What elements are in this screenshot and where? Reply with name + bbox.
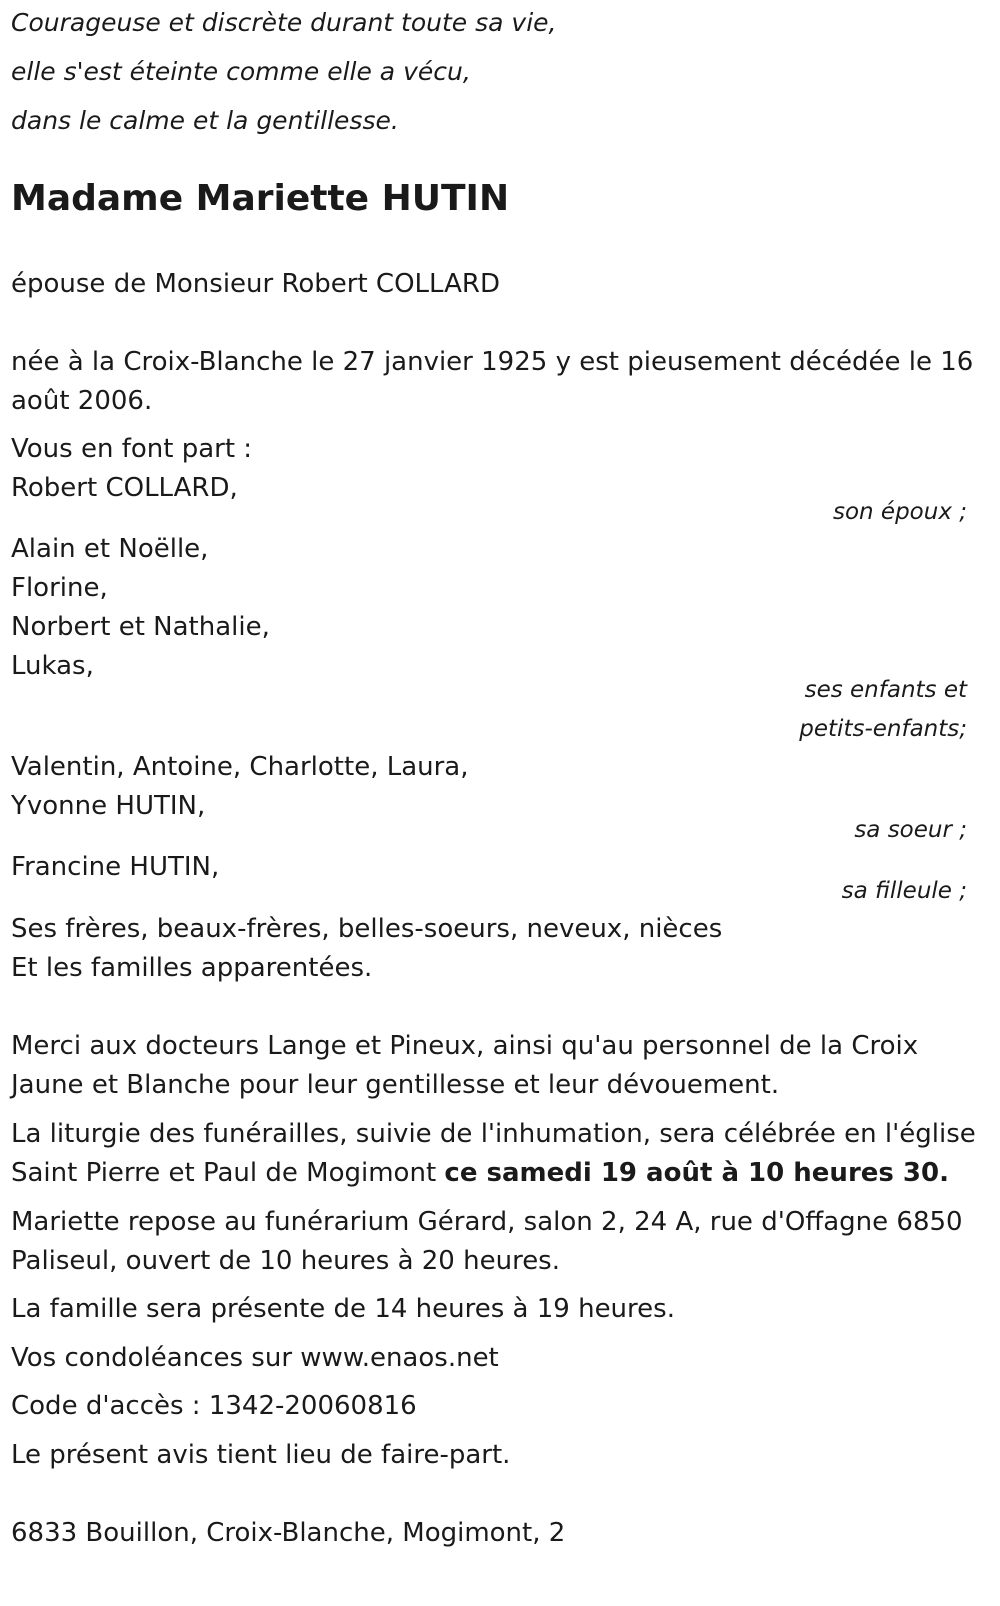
birth-line-2: août 2006. bbox=[11, 386, 153, 416]
rest-line-2: Paliseul, ouvert de 10 heures à 20 heures. bbox=[11, 1246, 560, 1276]
intro-line: Vous en font part : bbox=[11, 434, 253, 464]
funeral-date: ce samedi 19 août à 10 heures 30. bbox=[444, 1158, 949, 1188]
family-present: La famille sera présente de 14 heures à 19 heures. bbox=[11, 1294, 675, 1324]
spouse-role: son époux ; bbox=[832, 499, 967, 525]
others-line-1: Ses frères, beaux-frères, belles-soeurs, neveux, nièces bbox=[11, 914, 723, 944]
rest-line-1: Mariette repose au funérarium Gérard, salon 2, 24 A, rue d'Offagne 6850 bbox=[11, 1207, 963, 1237]
goddaughter-name: Francine HUTIN, bbox=[11, 852, 220, 882]
thanks-line-2: Jaune et Blanche pour leur gentillesse et leur dévouement. bbox=[11, 1070, 780, 1100]
children-role-1: ses enfants et bbox=[804, 677, 967, 703]
quote-line-1: Courageuse et discrète durant toute sa vie, bbox=[11, 8, 557, 37]
birth-line-1: née à la Croix-Blanche le 27 janvier 1925 y est pieusement décédée le 16 bbox=[11, 347, 974, 377]
notice-line: Le présent avis tient lieu de faire-part. bbox=[11, 1440, 511, 1470]
funeral-place: Saint Pierre et Paul de Mogimont bbox=[11, 1158, 445, 1188]
children-role-2: petits-enfants; bbox=[799, 716, 967, 742]
sister-name: Yvonne HUTIN, bbox=[11, 791, 206, 821]
thanks-line-1: Merci aux docteurs Lange et Pineux, ainsi qu'au personnel de la Croix bbox=[11, 1031, 919, 1061]
grandchildren: Valentin, Antoine, Charlotte, Laura, bbox=[11, 752, 469, 782]
spouse-line: épouse de Monsieur Robert COLLARD bbox=[11, 269, 500, 299]
child-1: Alain et Noëlle, bbox=[11, 534, 209, 564]
funeral-line-2 bbox=[11, 1158, 949, 1189]
child-3: Norbert et Nathalie, bbox=[11, 612, 270, 642]
sister-role: sa soeur ; bbox=[854, 817, 967, 843]
condolences-line: Vos condoléances sur www.enaos.net bbox=[11, 1343, 499, 1373]
address-line: 6833 Bouillon, Croix-Blanche, Mogimont, 2 bbox=[11, 1518, 566, 1548]
funeral-line-1: La liturgie des funérailles, suivie de l'inhumation, sera célébrée en l'église bbox=[11, 1119, 976, 1149]
deceased-name: Madame Mariette HUTIN bbox=[11, 178, 510, 219]
child-2: Florine, bbox=[11, 573, 108, 603]
child-4: Lukas, bbox=[11, 651, 94, 681]
access-code: Code d'accès : 1342-20060816 bbox=[11, 1391, 417, 1421]
quote-line-2: elle s'est éteinte comme elle a vécu, bbox=[11, 57, 471, 86]
goddaughter-role: sa filleule ; bbox=[841, 878, 967, 904]
spouse-name: Robert COLLARD, bbox=[11, 473, 238, 503]
quote-line-3: dans le calme et la gentillesse. bbox=[11, 106, 399, 135]
others-line-2: Et les familles apparentées. bbox=[11, 953, 373, 983]
